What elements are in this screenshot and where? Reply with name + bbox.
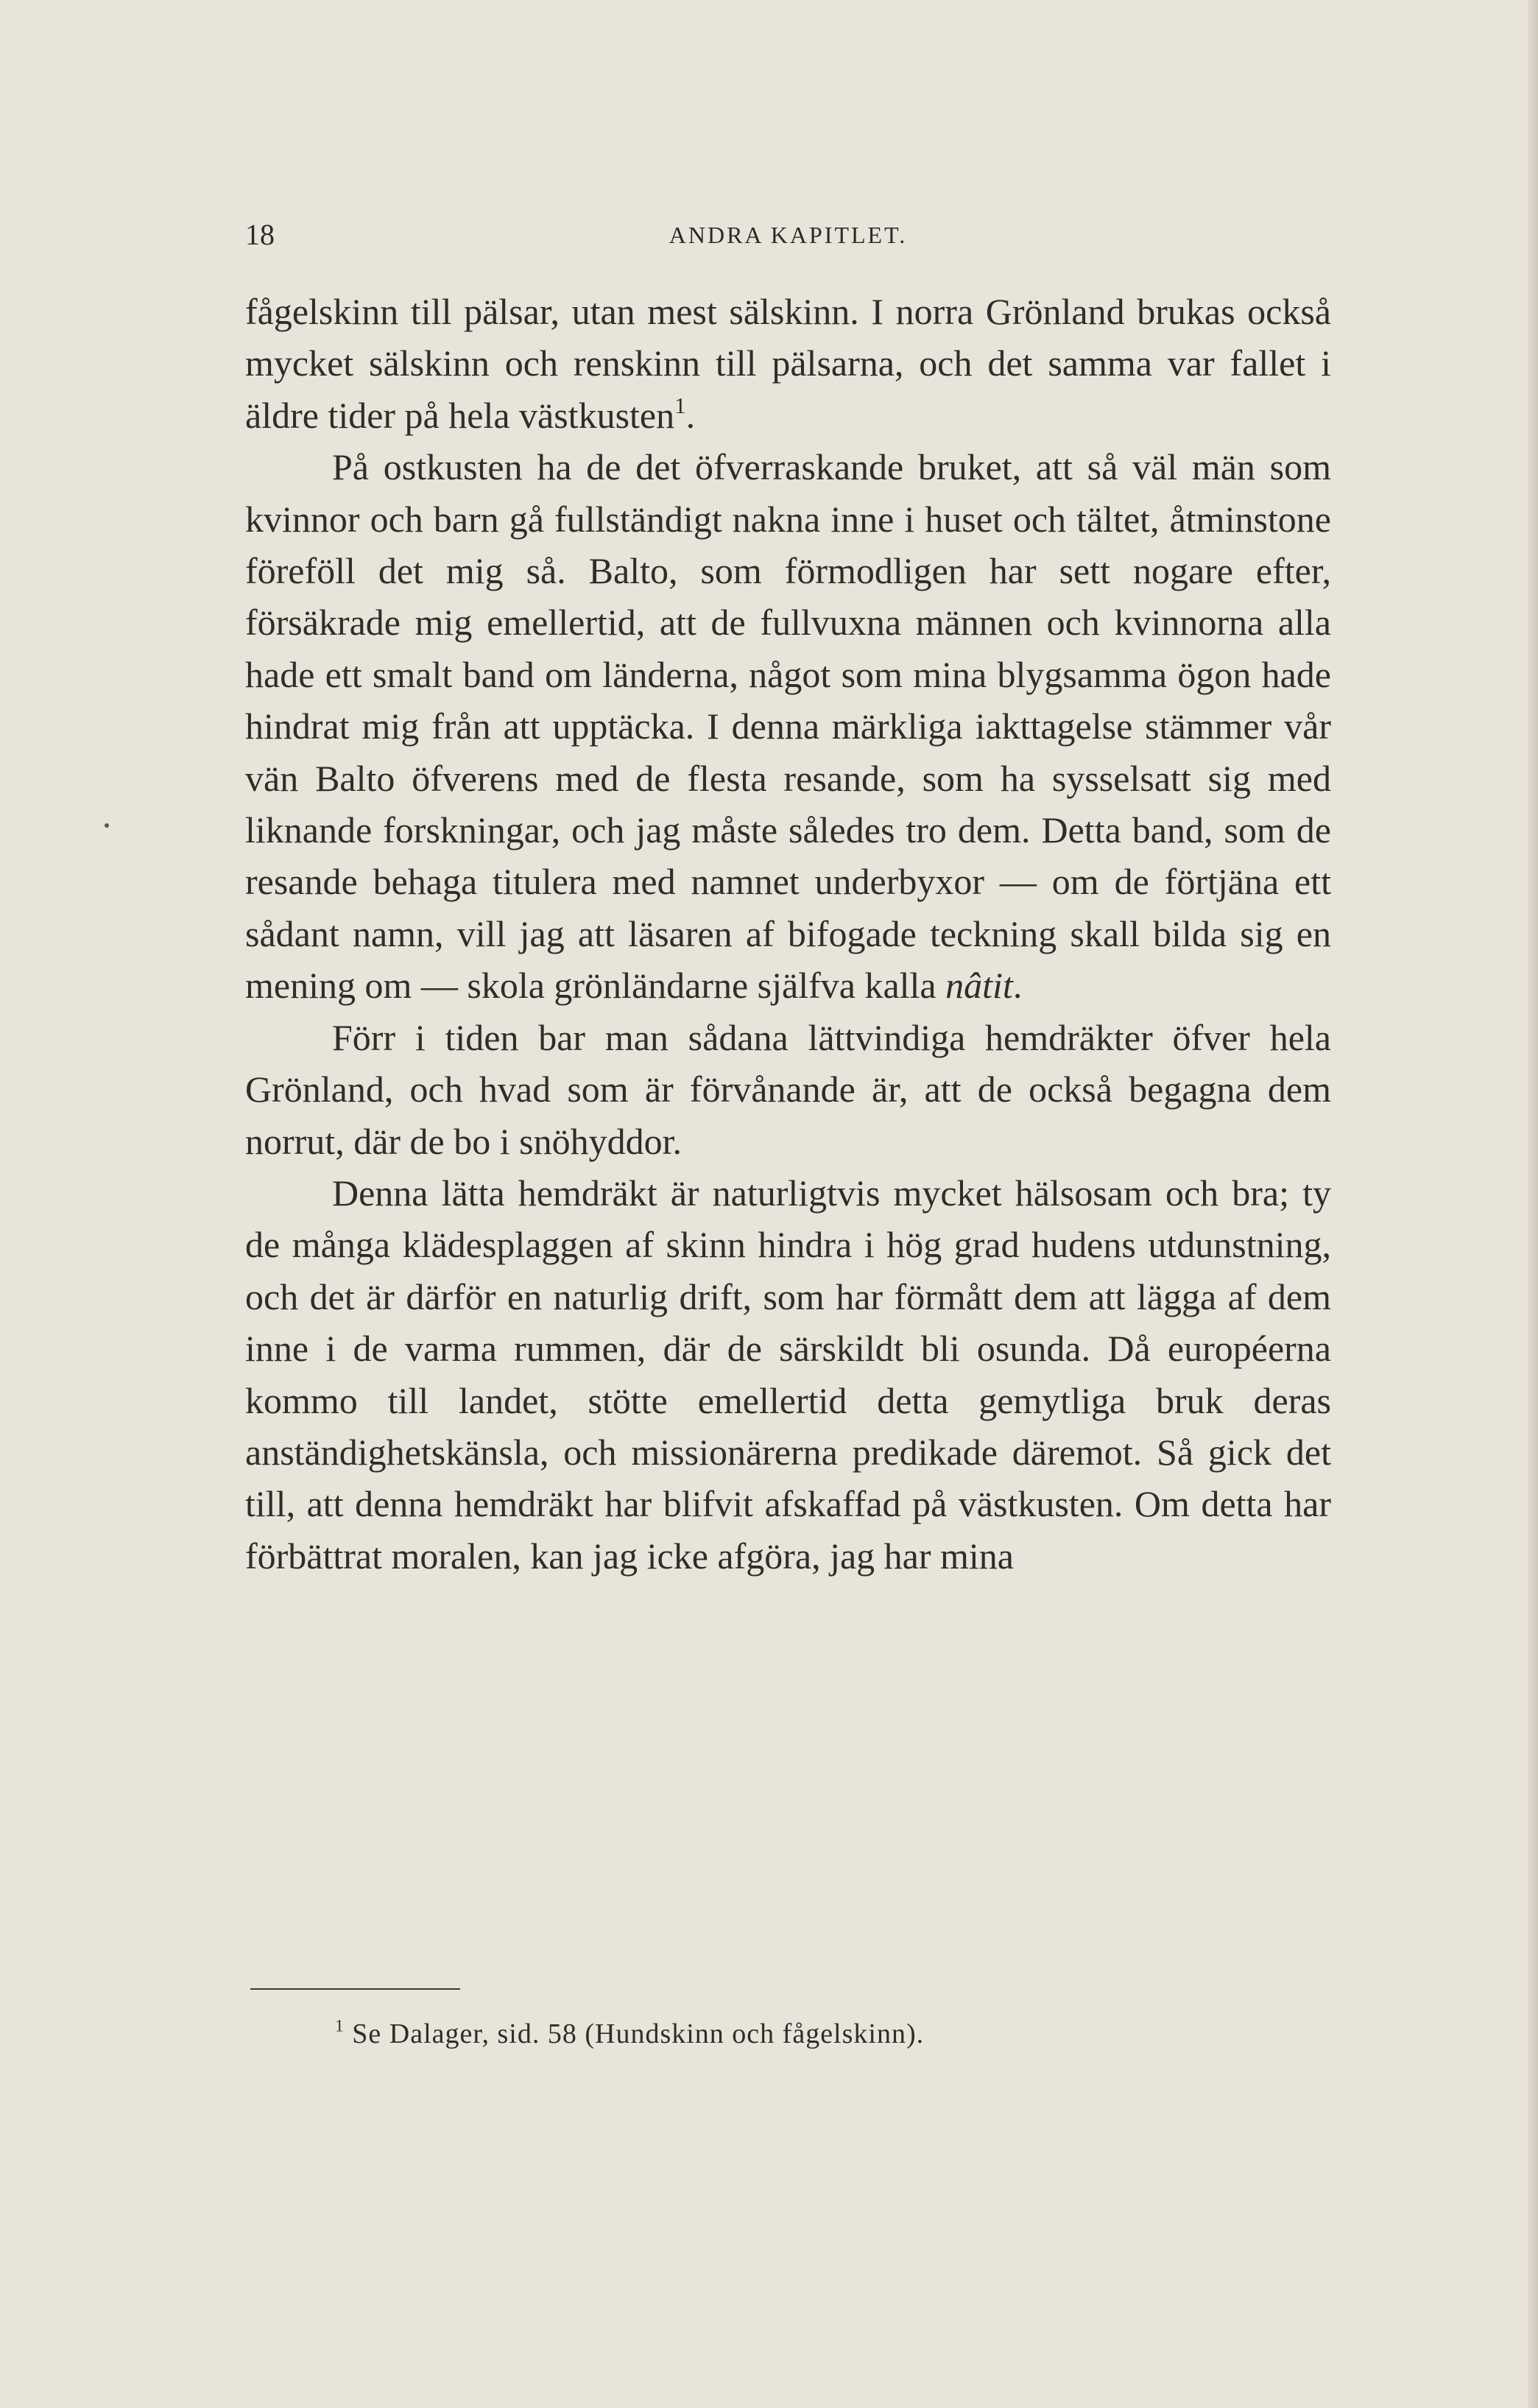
paragraph-3: Förr i tiden bar man sådana lättvindiga hemdräkter öfver hela Grönland, och hvad som är förvånande är, att de också begagna dem norrut, där de bo i snöhyddor. — [245, 1016, 1331, 1162]
paragraph-4: Denna lätta hemdräkt är naturligtvis mycket hälsosam och bra; ty de många klädesplaggen af skinn hindra i hög grad hudens utdunstning, och det är därför en naturlig drift, som har förmått dem att lägga af dem inne i de varma rummen, där de särskildt bli osunda. Då européerna kommo till landet, stötte emellertid detta gemytliga bruk deras anständighetskänsla, och missionärerna predikade däremot. Så gick det till, att denna hemdräkt har blifvit afskaffad på västkusten. Om detta har förbättrat moralen, kan jag icke afgöra, jag har mina — [245, 1172, 1331, 1577]
paragraph-2: På ostkusten ha de det öfverraskande bruket, att så väl män som kvinnor och barn gå fullständigt nakna inne i huset och tältet, åtminstone föreföll det mig så. Balto, som förmodligen har sett nogare efter, försäkrade mig emellertid, att de fullvuxna männen och kvinnorna alla hade ett smalt band om länderna, något som mina blygsamma ögon hade hindrat mig från att upptäcka. I denna märkliga iakttagelse stämmer vår vän Balto öfverens med de flesta resande, som ha sysselsatt sig med liknande forskningar, och jag måste således tro dem. Detta band, som de resande behaga titulera med namnet underbyxor — om de förtjäna ett sådant namn, vill jag att läsaren af bifogade teckning skall bilda sig en mening om — skola grönländarne själfva kalla nâtit. — [245, 446, 1331, 1007]
footnote-rule — [250, 1988, 460, 1990]
footnote — [335, 2018, 924, 2050]
running-head: ANDRA KAPITLET. — [669, 222, 908, 248]
page-number: 18 — [245, 218, 275, 251]
italic-term: nâtit — [945, 965, 1013, 1007]
footnote-reference: 1 — [674, 392, 686, 418]
body-text — [245, 286, 1331, 1582]
footnote-marker: 1 — [335, 2016, 345, 2036]
page-edge — [1528, 0, 1538, 2408]
footnote-text: Se Dalager, sid. 58 (Hundskinn och fågelskinn). — [352, 2018, 925, 2049]
page-header — [245, 217, 1331, 261]
ink-speck — [105, 823, 109, 828]
paragraph-1: fågelskinn till pälsar, utan mest sälskinn. I norra Grönland brukas också mycket sälskinn och renskinn till pälsarna, och det samma var fallet i äldre tider på hela västkusten$^1$. — [245, 291, 1331, 436]
